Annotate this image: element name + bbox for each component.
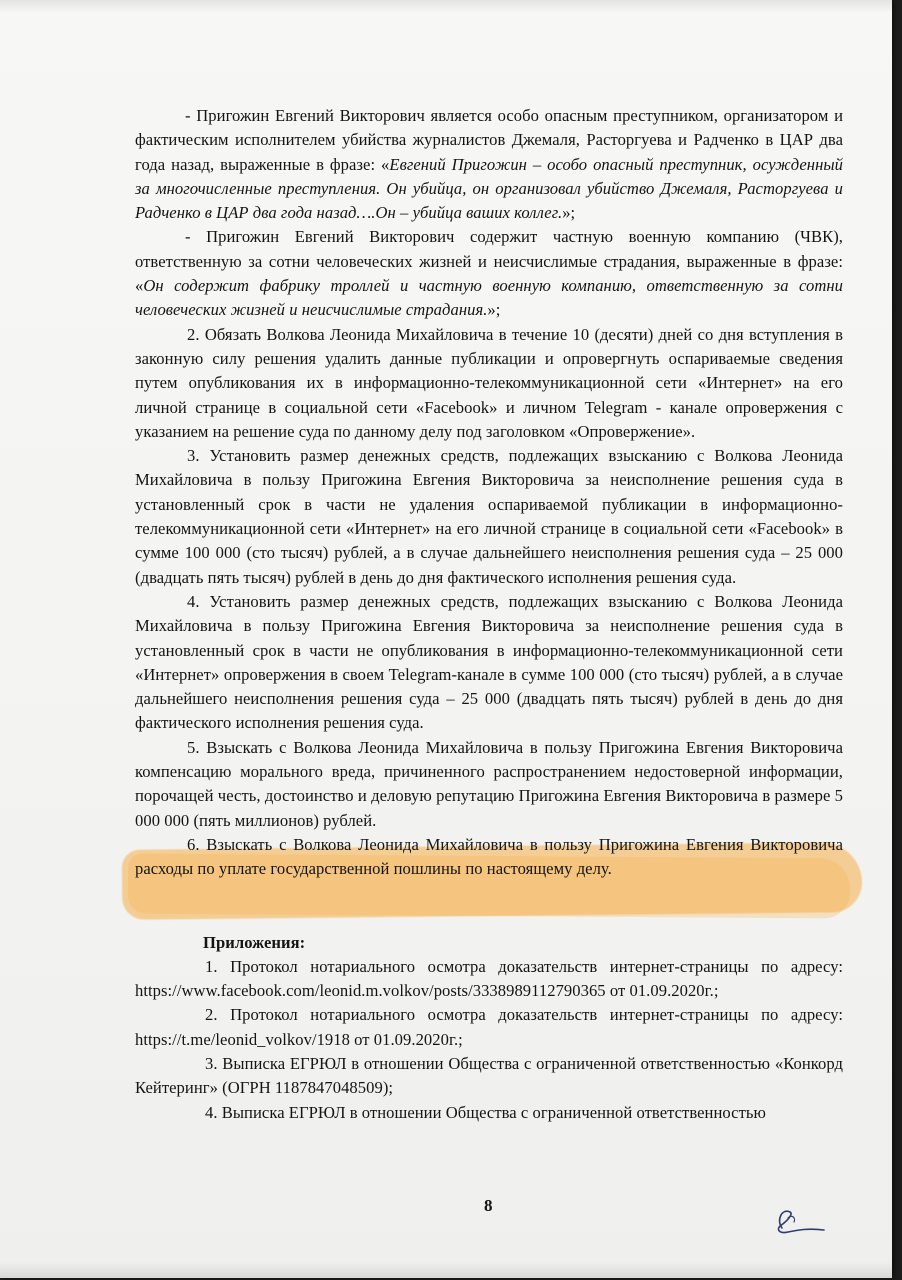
quote-1: Евгений Пригожин – особо опасный преступник, осужденный за многочисленные преступления. Он убийца, он организовал убийство Джемаля, Расторгуева и Радченко в ЦАР два года назад….Он – убийца ваших коллег. xyxy=(135,154,843,223)
bullet-paragraph-1: - Пригожин Евгений Викторович является особо опасным преступником, организатором и фактическим исполнителем убийства журналистов Джемаля, Расторгуева и Радченко в ЦАР два года назад, выраженные в фразе: «Евгений Пригожин – особо опасный преступник, осужденный за многочисленные преступления. Он убийца, он организовал убийство Джемаля, Расторгуева и Радченко в ЦАР два года назад….Он – убийца ваших коллег.»; xyxy=(135,106,843,223)
paragraph-item-3: 3. Установить размер денежных средств, подлежащих взысканию с Волкова Леонида Михайловича в пользу Пригожина Евгения Викторовича за неисполнение решения суда в установленный срок в части не удаления оспариваемой публикации в информационно-телекоммуникационной сети «Интернет» на его личной странице в социальной сети «Facebook» в сумме 100 000 (сто тысяч) рублей, а в случае дальнейшего неисполнения решения суда – 25 000 (двадцать пять тысяч) рублей в день до дня фактического исполнения решения суда. xyxy=(135,446,843,587)
page-top-edge xyxy=(0,0,892,12)
paragraph-item-2: 2. Обязать Волкова Леонида Михайловича в течение 10 (десяти) дней со дня вступления в законную силу решения удалить данные публикации и опровергнуть оспариваемые сведения путем опубликования их в информационно-телекоммуникационной сети «Интернет» на его личной странице в социальной сети «Facebook» и личном Telegram - канале опровержения с указанием на решение суда по данному делу под заголовком «Опровержение». xyxy=(135,324,843,441)
paragraph-item-4: 4. Установить размер денежных средств, подлежащих взысканию с Волкова Леонида Михайловича в пользу Пригожина Евгения Викторовича за неисполнение решения суда в установленный срок в части не опубликования в информационно-телекоммуникационной сети «Интернет» опровержения в своем Telegram-канале в сумме 100 000 (сто тысяч) рублей, а в случае дальнейшего неисполнения решения суда – 25 000 (двадцать пять тысяч) рублей в день до дня фактического исполнения решения суда. xyxy=(135,591,843,733)
spacer xyxy=(135,882,843,931)
page-bottom-edge xyxy=(0,1262,892,1278)
paragraph-item-6: 6. Взыскать с Волкова Леонида Михайловича в пользу Пригожина Евгения Викторовича расходы по уплате государственной пошлины по настоящему делу. xyxy=(135,834,843,879)
appendix-item-2: 2. Протокол нотариального осмотра доказательств интернет-страницы по адресу: https://t.me/leonid_volkov/1918 от 01.09.2020г.; xyxy=(135,1005,843,1049)
appendix-item-3: 3. Выписка ЕГРЮЛ в отношении Общества с ограниченной ответственностью «Конкорд Кейтеринг» (ОГРН 1187847048509); xyxy=(135,1053,843,1098)
quote-2: Он содержит фабрику троллей и частную военную компанию, ответственную за сотни человеческих жизней и неисчислимые страдания. xyxy=(135,276,843,320)
paragraph-item-5: 5. Взыскать с Волкова Леонида Михайловича в пользу Пригожина Евгения Викторовича компенсацию морального вреда, причиненного распространением недостоверной информации, порочащей честь, достоинство и деловую репутацию Пригожина Евгения Викторовича в размере 5 000 000 (пять миллионов) рублей. xyxy=(135,737,843,830)
signature-icon xyxy=(768,1200,828,1240)
appendix-item-4: 4. Выписка ЕГРЮЛ в отношении Общества с ограниченной ответственностью xyxy=(205,1102,766,1122)
appendix-item-1: 1. Протокол нотариального осмотра доказательств интернет-страницы по адресу: https://www.facebook.com/leonid.m.volkov/posts/3338989112790365 от 01.09.2020г.; xyxy=(135,956,843,1001)
page-number: 8 xyxy=(484,1196,493,1215)
appendix-title: Приложения: xyxy=(203,932,306,952)
bullet-paragraph-2: - Пригожин Евгений Викторович содержит частную военную компанию (ЧВК), ответственную за сотни человеческих жизней и неисчислимые страдания, выраженные в фразе: «Он содержит фабрику троллей и частную военную компанию, ответственную за сотни человеческих жизней и неисчислимые страдания.»; xyxy=(135,227,843,320)
document-body xyxy=(135,104,843,1125)
